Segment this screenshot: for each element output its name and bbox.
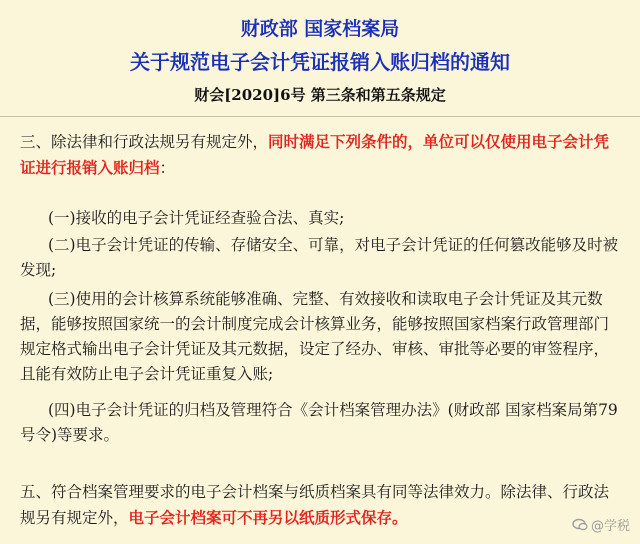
watermark — [572, 515, 630, 534]
list-item: (一)接收的电子会计凭证经查验合法、真实; — [48, 209, 345, 227]
article-3-intro — [20, 129, 620, 181]
article-5-lead: 五、符合档案管理要求的电子会计档案与纸质档案具有同等法律效力。除法律、行政法规另有规定外， — [20, 483, 610, 527]
article-3-lead: 三、除法律和行政法规另有规定外， — [20, 133, 269, 151]
article-3-emphasis: 同时满足下列条件的，单位可以仅使用电子会计凭证进行报销入账归档 — [20, 132, 610, 177]
list-item: (四)电子会计凭证的归档及管理符合《会计档案管理办法》(财政部 国家档案局第79号令)等要求。 — [20, 401, 618, 444]
notice-issuer: 财政部 国家档案局 — [240, 18, 400, 40]
header-divider — [0, 116, 640, 117]
watermark-text: @学税 — [590, 519, 630, 534]
article-5 — [20, 480, 620, 531]
list-item: (三)使用的会计核算系统能够准确、完整、有效接收和读取电子会计凭证及其元数据，能够按照国家统一的会计制度完成会计核算业务，能够按照国家档案行政管理部门规定格式输出电子会计凭证及其元数据，设定了经办、审核、审批等必要的审签程序，且能有效防止电子会计凭证重复入账; — [20, 290, 610, 383]
list-item: (二)电子会计凭证的传输、存储安全、可靠，对电子会计凭证的任何篡改能够及时被发现; — [20, 236, 619, 279]
article-3-colon: ： — [159, 159, 176, 177]
chat-bubble-icon — [572, 518, 588, 532]
notice-reference: 财会[2020]6号 第三条和第五条规定 — [194, 86, 446, 104]
notice-title: 关于规范电子会计凭证报销入账归档的通知 — [130, 50, 510, 74]
article-5-emphasis: 电子会计档案可不再另以纸质形式保存。 — [128, 508, 408, 527]
